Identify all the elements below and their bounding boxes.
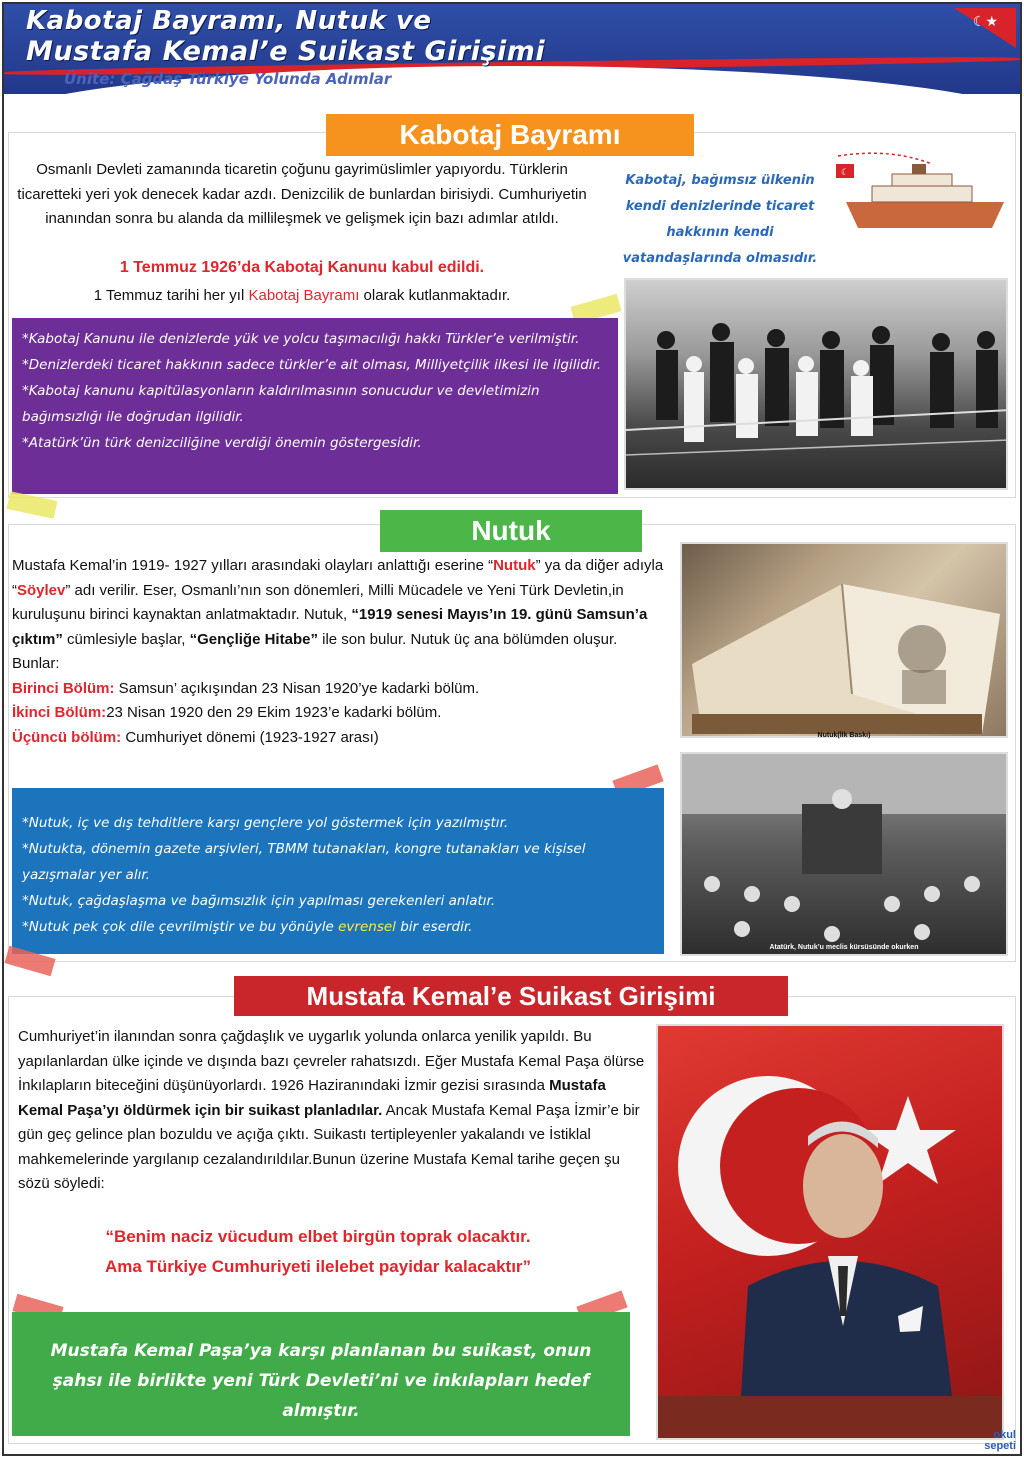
parliament-illustration xyxy=(682,754,1008,956)
text: ” ya da diğer adıyla “ xyxy=(12,557,664,599)
title-line-2: Mustafa Kemal’e Suikast Girişimi xyxy=(26,36,546,67)
ship-illustration xyxy=(836,150,1008,230)
part-text: 23 Nisan 1920 den 29 Ekim 1923’e kadarki bölüm. xyxy=(106,704,442,721)
text: Söylev xyxy=(17,581,66,599)
brand-logo xyxy=(952,1430,1016,1452)
note-item: *Kabotaj kanunu kapitülasyonların kaldırılmasının sonucudur ve devletimizin bağımsızlığı ile doğrudan ilgilidir. xyxy=(22,383,540,425)
nutuk-parliament-photo xyxy=(680,752,1008,956)
suikast-note-box: Mustafa Kemal Paşa’ya karşı planlanan bu suikast, onun şahsı ile birlikte yeni Türk Devleti’ni ve inkılapları hedef almıştır. xyxy=(12,1312,630,1436)
note-item xyxy=(22,914,654,940)
logo-line-1: okul xyxy=(993,1429,1016,1441)
line-post: olarak kutlanmaktadır. xyxy=(359,287,511,304)
text: Mustafa Kemal’in 1919- 1927 yılları arasındaki olayları anlattığı eserine “ xyxy=(12,557,494,574)
line-pre: 1 Temmuz tarihi her yıl xyxy=(93,287,249,304)
book-illustration xyxy=(682,544,1008,738)
banner-suikast: Mustafa Kemal’e Suikast Girişimi xyxy=(234,976,788,1016)
svg-text:☾: ☾ xyxy=(840,168,850,178)
people-silhouettes xyxy=(626,280,1008,490)
text: “Gençliğe Hitabe” xyxy=(189,630,318,648)
portrait-illustration xyxy=(658,1026,1004,1440)
note-item: *Atatürk’ün türk denizciliğine verdiği önemin göstergesidir. xyxy=(22,435,422,451)
note-item: *Nutukta, dönemin gazete arşivleri, TBMM tutanakları, kongre tutanakları ve kişisel yazışmalar yer alır. xyxy=(22,841,586,883)
text: Ancak Mustafa Kemal Paşa İzmir’e bir gün geç gelince plan bozuldu ve açığa çıktı. Suikastı tertipleyenler yakalandı ve İstiklal mahkemelerinde yargılanıp cezalandırıldılar.Bunun üzerine Mustafa Kemal tarihe geçen şu sözü söyledi: xyxy=(18,1101,640,1192)
kabotaj-notes-box xyxy=(12,318,618,494)
note-item: *Nutuk, çağdaşlaşma ve bağımsızlık için yapılması gerekenleri anlatır. xyxy=(22,893,496,909)
part-text: Samsun’ açıkışından 23 Nisan 1920’ye kadarki bölüm. xyxy=(114,679,480,697)
suikast-paragraph xyxy=(18,1025,646,1197)
nutuk-notes-box xyxy=(12,788,664,954)
text: evrensel xyxy=(338,919,396,935)
part-label: İkinci Bölüm: xyxy=(12,704,107,721)
part-item xyxy=(12,677,674,702)
caption-book: Nutuk(İlk Baskı) xyxy=(817,732,871,739)
text: ” adı verilir. Eser, Osmanlı’nın son dönemleri, Milli Mücadele ve Yeni Türk Devletin,in kuruluşunu birinci kaynaktan anlatmaktadır. Nutuk, xyxy=(12,581,624,623)
part-label: Birinci Bölüm: xyxy=(12,679,115,697)
text: “1919 senesi Mayıs’ın 19. günü Samsun’a çıktım” xyxy=(12,606,648,648)
ataturk-portrait xyxy=(656,1024,1004,1440)
bunlar-label: Bunlar: xyxy=(12,655,60,672)
note-item: *Kabotaj Kanunu ile denizlerde yük ve yolcu taşımacılığı hakkı Türkler’e verilmiştir. xyxy=(22,331,580,347)
part-item xyxy=(12,726,674,751)
crescent-star-icon: ☾★ xyxy=(972,14,998,30)
banner-kabotaj: Kabotaj Bayramı xyxy=(326,114,694,156)
text: ile son bulur. Nutuk üç ana bölümden oluşur. xyxy=(317,630,618,648)
kabotaj-definition: Kabotaj, bağımsız ülkenin kendi denizlerinde ticaret hakkının kendi vatandaşlarında olmasıdır. xyxy=(622,173,818,266)
text: Mustafa Kemal Paşa’yı öldürmek için bir suikast planladılar. xyxy=(18,1077,606,1119)
text: Cumhuriyet’in ilanından sonra çağdaşlık ve uygarlık yolunda onlarca yenilik yapıldı. Bu yapılanlardan ülke içinde ve dışında bazı çevreler rahatsızdı. Eğer Mustafa Kemal Paşa ölürse İnkılapların biteceğini düşünüyorlardı. 1926 Haziranındaki İzmir gezisi sırasında xyxy=(18,1028,645,1094)
text: cümlesiyle başlar, xyxy=(62,630,190,648)
note-item: *Nutuk, iç ve dış tehditlere karşı gençlere yol göstermek için yazılmıştır. xyxy=(22,815,509,831)
note-item: *Denizlerdeki ticaret hakkının sadece türkler’e ait olması, Milliyetçilik ilkesi ile ilgilidir. xyxy=(22,357,602,373)
caption-parliament: Atatürk, Nutuk’u meclis kürsüsünde okurken xyxy=(769,944,919,951)
header xyxy=(4,4,1020,94)
part-text: Cumhuriyet dönemi (1923-1927 arası) xyxy=(121,728,379,746)
logo-line-2: sepeti xyxy=(984,1440,1016,1452)
kabotaj-celebration-line xyxy=(16,284,588,309)
quote-line-2: Ama Türkiye Cumhuriyeti ilelebet payidar kalacaktır” xyxy=(104,1257,532,1276)
banner-nutuk: Nutuk xyxy=(380,510,642,552)
subtitle: Ünite: Çağdaş Türkiye Yolunda Adımlar xyxy=(64,70,392,88)
title-line-1: Kabotaj Bayramı, Nutuk ve xyxy=(26,6,432,36)
nutuk-paragraph xyxy=(12,554,674,750)
kabotaj-historic-photo xyxy=(624,278,1008,490)
part-item xyxy=(12,701,674,726)
kabotaj-paragraph: Osmanlı Devleti zamanında ticaretin çoğunu gayrimüslimler yapıyordu. Türklerin ticaretteki yeri yok denecek kadar azdı. Denizcilik de bunlardan birisiydi. Cumhuriyetin inanından sonra bu alanda da millileşmek ve gelişmek için bazı adımlar atıldı. xyxy=(17,161,587,227)
part-label: Üçüncü bölüm: xyxy=(12,728,122,746)
text: Nutuk xyxy=(493,557,536,574)
ataturk-quote xyxy=(18,1222,618,1282)
nutuk-book-photo xyxy=(680,542,1008,738)
quote-line-1: “Benim naciz vücudum elbet birgün toprak olacaktır. xyxy=(105,1227,531,1246)
text: bir eserdir. xyxy=(395,919,473,935)
kabotaj-highlight: 1 Temmuz 1926’da Kabotaj Kanunu kabul edildi. xyxy=(119,259,485,276)
text: *Nutuk pek çok dile çevrilmiştir ve bu yönüyle xyxy=(22,919,339,935)
line-red: Kabotaj Bayramı xyxy=(248,287,360,304)
